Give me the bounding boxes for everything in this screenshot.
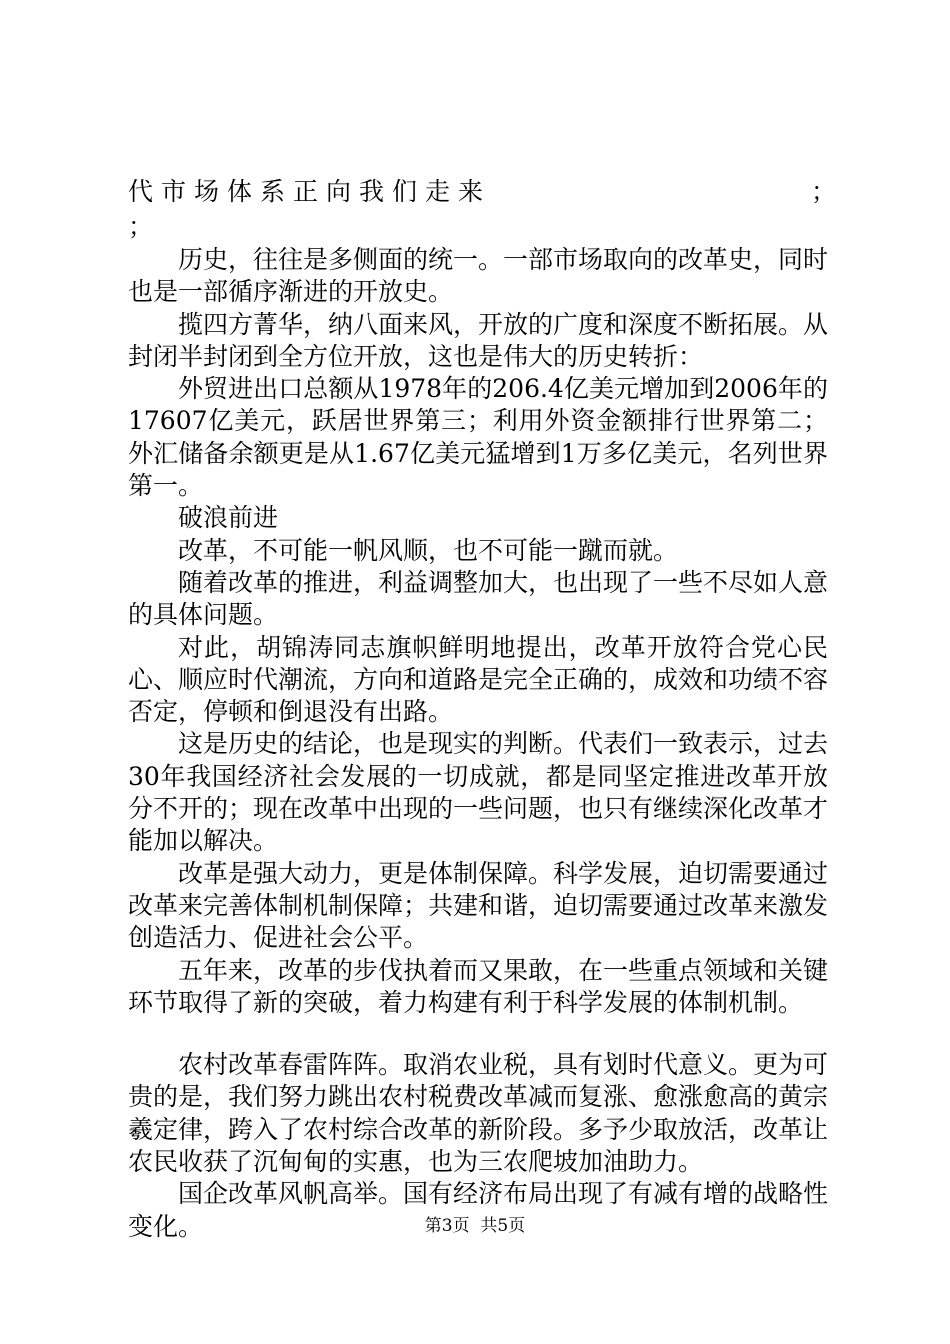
section-heading: 破浪前进: [178, 503, 279, 533]
fragment-line: [128, 174, 836, 210]
fragment-semicolon: ；: [810, 177, 836, 206]
paragraph: 改革，不可能一帆风顺，也不可能一蹴而就。: [178, 535, 679, 565]
page-number-footer: 第3页 共5页: [424, 1216, 526, 1236]
fragment-text: 代市场体系正向我们走来: [128, 177, 492, 206]
paragraph: 农村改革春雷阵阵。取消农业税，具有划时代意义。更为可贵的是，我们努力跳出农村税费改革减而复涨、愈涨愈高的黄宗羲定律，跨入了农村综合改革的新阶段。多予少取放活，改革让农民收获了沉甸甸的实惠，也为三农爬坡加油助力。: [128, 1050, 829, 1177]
paragraph: 随着改革的推进，利益调整加大，也出现了一些不尽如人意的具体问题。: [128, 567, 829, 630]
paragraph: 五年来，改革的步伐执着而又果敢，在一些重点领域和关键环节取得了新的突破，着力构建有利于科学发展的体制机制。: [128, 955, 829, 1017]
paragraph: 对此，胡锦涛同志旗帜鲜明地提出，改革开放符合党心民心、顺应时代潮流，方向和道路是完全正确的，成效和功绩不容否定，停顿和倒退没有出路。: [128, 632, 829, 727]
paragraph: 揽四方菁华，纳八面来风，开放的广度和深度不断拓展。从封闭半封闭到全方位开放，这也是伟大的历史转折：: [128, 309, 829, 371]
paragraph: 历史，往往是多侧面的统一。一部市场取向的改革史，同时也是一部循序渐进的开放史。: [128, 245, 829, 307]
paragraph: 外贸进出口总额从1978年的206.4亿美元增加到2006年的17607亿美元，跃居世界第三；利用外资金额排行世界第二；外汇储备余额更是从1.67亿美元猛增到1万多亿美元，名列世界第一。: [128, 374, 828, 501]
paragraph: 改革是强大动力，更是体制保障。科学发展，迫切需要通过改革来完善体制机制保障；共建和谐，迫切需要通过改革来激发创造活力、促进社会公平。: [128, 858, 829, 953]
paragraph: 国企改革风帆高举。国有经济布局出现了有减有增的战略性变化。: [128, 1179, 829, 1241]
paragraph: 这是历史的结论，也是现实的判断。代表们一致表示，过去30年我国经济社会发展的一切成就，都是同坚定推进改革开放分不开的；现在改革中出现的一些问题，也只有继续深化改革才能加以解决。: [128, 729, 829, 856]
semicolon-line: ；: [128, 212, 154, 241]
document-body: [128, 174, 836, 1243]
